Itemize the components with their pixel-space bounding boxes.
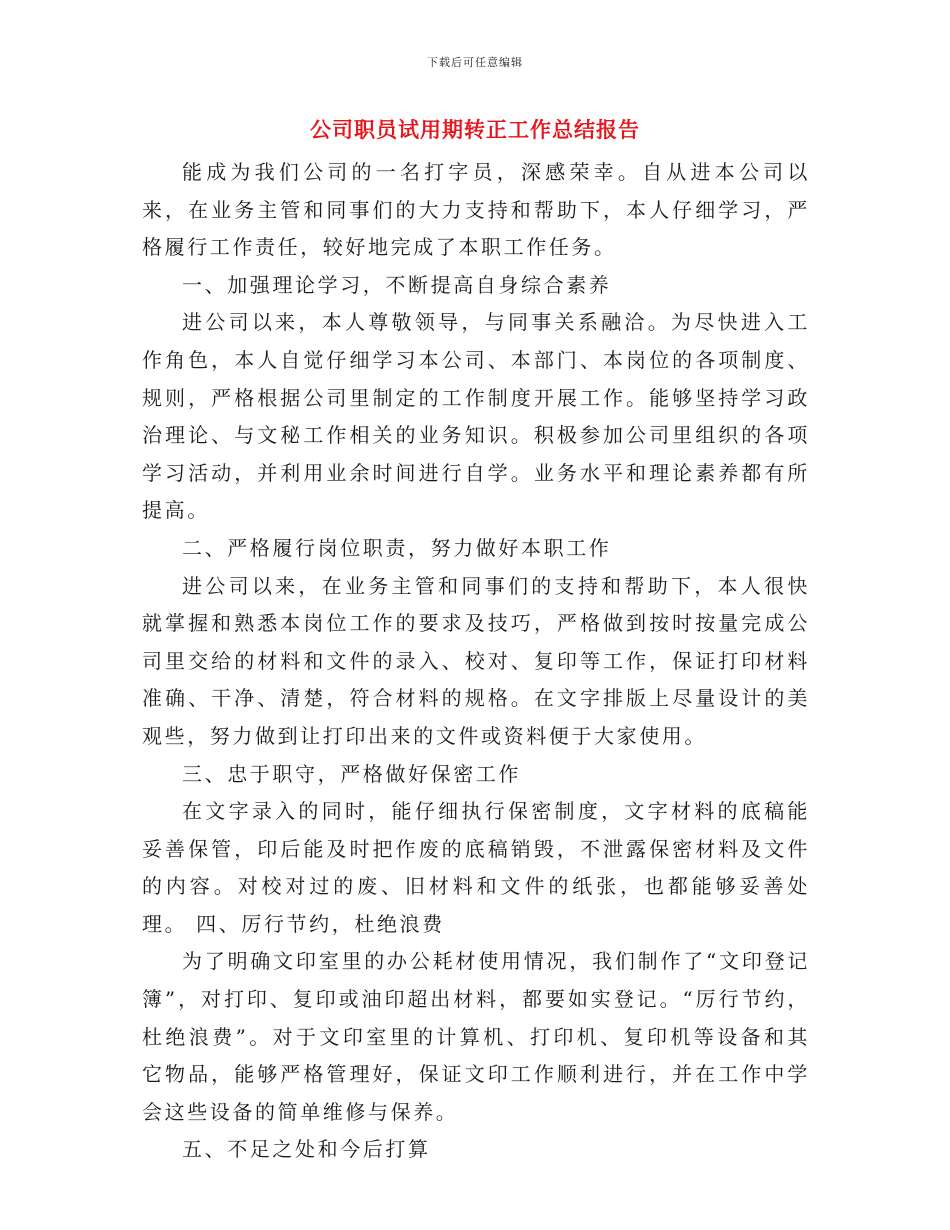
paragraph-intro: 能成为我们公司的一名打字员，深感荣幸。自从进本公司以来，在业务主管和同事们的大力支持和帮助下，本人仔细学习，严格履行工作责任，较好地完成了本职工作任务。	[142, 160, 810, 260]
section-heading-5: 五、不足之处和今后打算	[182, 1137, 431, 1162]
paragraph-3: 在文字录入的同时，能仔细执行保密制度，文字材料的底稿能妥善保管，印后能及时把作废的底稿销毁，不泄露保密材料及文件的内容。对校对过的废、旧材料和文件的纸张，也都能够妥善处理。 四、厉行节约，杜绝浪费	[142, 799, 810, 936]
paragraph-2: 进公司以来，在业务主管和同事们的支持和帮助下，本人很快就掌握和熟悉本岗位工作的要求及技巧，严格做到按时按量完成公司里交给的材料和文件的录入、校对、复印等工作，保证打印材料准确、干净、清楚，符合材料的规格。在文字排版上尽量设计的美观些，努力做到让打印出来的文件或资料便于大家使用。	[142, 573, 810, 748]
section-heading-1: 一、加强理论学习，不断提高自身综合素养	[182, 272, 612, 297]
document-body	[142, 154, 810, 1169]
document-title: 公司职员试用期转正工作总结报告	[310, 118, 640, 142]
section-heading-2: 二、严格履行岗位职责，努力做好本职工作	[182, 535, 612, 560]
paragraph-1: 进公司以来，本人尊敬领导，与同事关系融洽。为尽快进入工作角色，本人自觉仔细学习本公司、本部门、本岗位的各项制度、规则，严格根据公司里制定的工作制度开展工作。能够坚持学习政治理论、与文秘工作相关的业务知识。积极参加公司里组织的各项学习活动，并利用业余时间进行自学。业务水平和理论素养都有所提高。	[142, 310, 810, 523]
paragraph-4: 为了明确文印室里的办公耗材使用情况，我们制作了“文印登记簿”，对打印、复印或油印超出材料，都要如实登记。“厉行节约，杜绝浪费”。对于文印室里的计算机、打印机、复印机等设备和其它物品，能够严格管理好，保证文印工作顺利进行，并在工作中学会这些设备的简单维修与保养。	[142, 949, 810, 1124]
section-heading-3: 三、忠于职守，严格做好保密工作	[182, 761, 521, 786]
header-note: 下载后可任意编辑	[427, 56, 523, 69]
